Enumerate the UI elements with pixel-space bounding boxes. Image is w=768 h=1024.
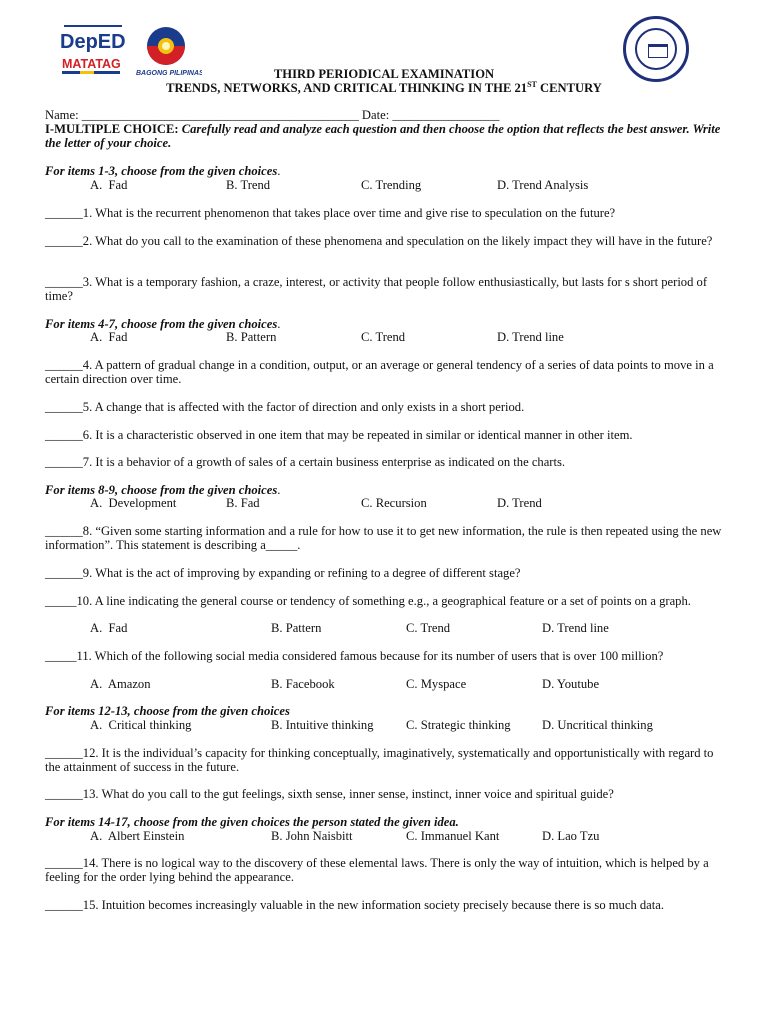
choice-c: C. Recursion — [361, 496, 427, 510]
section-heading: For items 4-7, choose from the given choices. — [45, 317, 281, 331]
choice-d: D. Trend — [497, 496, 542, 510]
choice-c: C. Trend — [361, 330, 406, 344]
choice-row — [90, 178, 730, 193]
question-6: ______6. It is a characteristic observed in one item that may be repeated in similar or identical manner in other item. — [45, 428, 633, 442]
choice-b: B. Facebook — [271, 677, 335, 691]
bagong-pilipinas-text: BAGONG PILIPINAS — [136, 70, 202, 77]
choice-b: B. Pattern — [271, 621, 322, 635]
choice-c: C. Trending — [361, 178, 422, 192]
choice-a: A. Fad — [90, 330, 128, 344]
choice-d: D. Uncritical thinking — [542, 718, 653, 732]
choice-a: A. Development — [90, 496, 177, 510]
choice-row — [90, 677, 730, 692]
question-15: ______15. Intuition becomes increasingly valuable in the new information society precisely because there is so much data. — [45, 898, 665, 912]
instruction-label: I-MULTIPLE CHOICE: — [45, 122, 179, 136]
question-10: _____10. A line indicating the general course or tendency of something e.g., a geographical feature or a set of points on a graph. — [45, 594, 691, 608]
choice-a: A. Amazon — [90, 677, 151, 691]
choice-row — [90, 829, 730, 844]
choice-d: D. Trend line — [497, 330, 564, 344]
choice-row — [90, 718, 730, 733]
choice-row — [90, 496, 730, 511]
section-heading: For items 1-3, choose from the given choices. — [45, 164, 281, 178]
question-4: ______4. A pattern of gradual change in a condition, output, or an average or general tendency of a series of data points to move in a certain direction over time. — [45, 358, 714, 387]
choice-d: D. Trend Analysis — [497, 178, 589, 192]
choice-a: A. Albert Einstein — [90, 829, 185, 843]
question-3: ______3. What is a temporary fashion, a craze, interest, or activity that people follow enthusiastically, but lasts for s short period of time? — [45, 275, 708, 304]
choice-a: A. Fad — [90, 178, 128, 192]
exam-title: THIRD PERIODICAL EXAMINATION — [273, 67, 495, 81]
question-8: ______8. “Given some starting information and a rule for how to use it to get new information, the rule is then repeated using the new information”. This statement is describing a_____. — [45, 524, 722, 553]
instructions — [45, 122, 727, 151]
choice-c: C. Strategic thinking — [406, 718, 511, 732]
section-heading: For items 14-17, choose from the given choices the person stated the given idea. — [45, 815, 459, 829]
subject-title: TRENDS, NETWORKS, AND CRITICAL THINKING IN THE 21ST CENTURY — [166, 79, 602, 95]
section-heading: For items 12-13, choose from the given choices — [45, 704, 290, 718]
choice-c: C. Trend — [406, 621, 451, 635]
question-9: ______9. What is the act of improving by expanding or refining to a degree of different stage? — [45, 566, 521, 580]
choice-c: C. Immanuel Kant — [406, 829, 500, 843]
question-12: ______12. It is the individual’s capacity for thinking conceptually, imaginatively, systematically and opportunistically with regard to the attainment of success in the future. — [45, 746, 714, 775]
question-11: _____11. Which of the following social media considered famous because for its number of users that is over 100 million? — [45, 649, 664, 663]
question-7: ______7. It is a behavior of a growth of sales of a certain business enterprise as indicated on the charts. — [45, 455, 566, 469]
choice-a: A. Fad — [90, 621, 128, 635]
deped-logo-text: DepED — [60, 31, 126, 53]
choice-a: A. Critical thinking — [90, 718, 192, 732]
choice-row — [90, 621, 730, 636]
choice-b: B. John Naisbitt — [271, 829, 353, 843]
matatag-text: MATATAG — [62, 57, 121, 71]
question-5: ______5. A change that is affected with the factor of direction and only exists in a short period. — [45, 400, 525, 414]
choice-b: B. Fad — [226, 496, 260, 510]
choice-b: B. Pattern — [226, 330, 277, 344]
section-heading: For items 8-9, choose from the given choices. — [45, 483, 281, 497]
choice-b: B. Trend — [226, 178, 271, 192]
choice-c: C. Myspace — [406, 677, 467, 691]
choice-row — [90, 330, 730, 345]
question-2: ______2. What do you call to the examination of these phenomena and speculation on the likely impact they will have in the future? — [45, 234, 713, 248]
name-date-line: Name: ____________________________________________ Date: _________________ — [45, 108, 500, 122]
question-1: ______1. What is the recurrent phenomenon that takes place over time and give rise to speculation on the future? — [45, 206, 616, 220]
question-13: ______13. What do you call to the gut feelings, sixth sense, inner sense, instinct, inner voice and spiritual guide? — [45, 787, 614, 801]
choice-d: D. Youtube — [542, 677, 600, 691]
choice-b: B. Intuitive thinking — [271, 718, 374, 732]
instruction-text: Carefully read and analyze each question and then choose the option that reflects the best answer. Write the letter of your choice. — [45, 122, 721, 151]
question-14: ______14. There is no logical way to the discovery of these elemental laws. There is only the way of intuition, which is helped by a feeling for the order lying behind the appearance. — [45, 856, 709, 885]
choice-d: D. Lao Tzu — [542, 829, 600, 843]
choice-d: D. Trend line — [542, 621, 609, 635]
